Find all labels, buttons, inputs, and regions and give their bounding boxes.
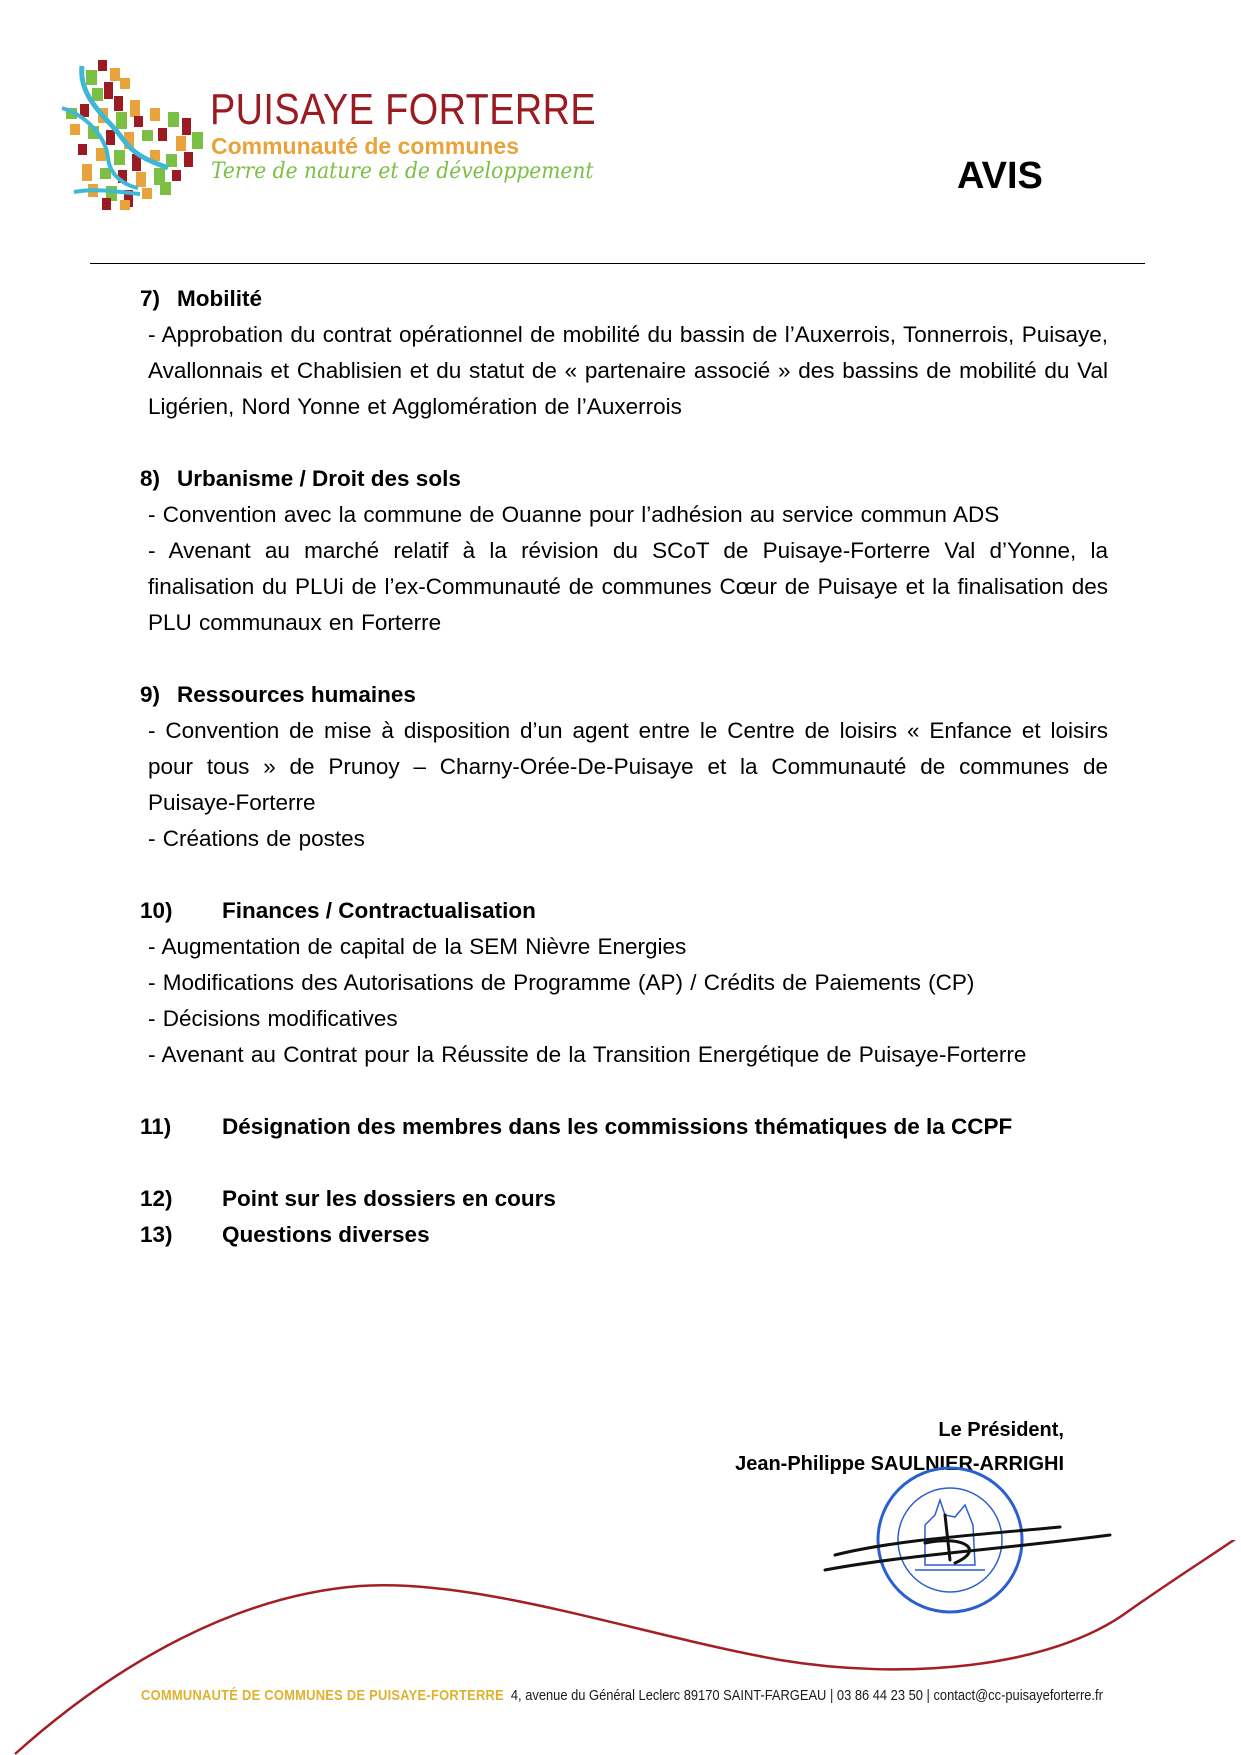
section-item: - Convention avec la commune de Ouanne pour l’adhésion au service commun ADS xyxy=(148,502,1000,527)
logo-tile xyxy=(106,130,115,145)
logo-tile xyxy=(98,60,107,71)
footer-contact xyxy=(141,1687,1103,1704)
logo-tile xyxy=(82,164,92,181)
logo-tile xyxy=(176,136,186,151)
section-number: 8) xyxy=(140,466,161,491)
logo-tile xyxy=(142,130,153,141)
logo-tile xyxy=(104,82,113,99)
section-title: Point sur les dossiers en cours xyxy=(222,1186,556,1211)
section-number: 9) xyxy=(140,682,161,707)
section-item: - Convention de mise à disposition d’un agent entre le Centre de loisirs « Enfance et loisirs pour tous » de Prunoy – Charny-Orée-De-Puisaye et la Communauté de communes de Puisaye-Forterre xyxy=(148,718,1108,815)
section-title: Finances / Contractualisation xyxy=(222,898,536,923)
logo-tile xyxy=(120,200,130,210)
section-item: - Avenant au Contrat pour la Réussite de la Transition Energétique de Puisaye-Forterre xyxy=(148,1042,1027,1067)
section-heading xyxy=(140,1217,1108,1253)
logo-tagline: Terre de nature et de développement xyxy=(211,159,594,184)
logo-tile xyxy=(110,68,120,81)
logo-tile xyxy=(70,124,80,135)
footer-wave xyxy=(0,1540,1241,1755)
logo-tile xyxy=(130,100,140,117)
logo-tile xyxy=(86,70,97,85)
signatory-name: Jean-Philippe SAULNIER-ARRIGHI xyxy=(735,1453,1064,1475)
section-item: - Avenant au marché relatif à la révision du SCoT de Puisaye-Forterre Val d’Yonne, la finalisation du PLUi de l’ex-Communauté de communes Cœur de Puisaye et la finalisation des PLU communaux en Forterre xyxy=(148,538,1108,635)
section-number: 13) xyxy=(140,1222,173,1247)
logo-tile xyxy=(182,118,191,135)
section-title: Mobilité xyxy=(177,286,262,311)
section-number: 12) xyxy=(140,1186,173,1211)
section-item: - Approbation du contrat opérationnel de mobilité du bassin de l’Auxerrois, Tonnerrois, Puisaye, Avallonnais et Chablisien et du statut de « partenaire associé » des bassins de mobilité du Val Ligérien, Nord Yonne et Agglomération de l’Auxerrois xyxy=(148,322,1108,419)
section-heading xyxy=(140,893,1108,929)
section-heading xyxy=(140,281,1108,317)
logo-tile xyxy=(192,132,203,149)
section-heading xyxy=(140,1109,1108,1145)
section-title: Urbanisme / Droit des sols xyxy=(177,466,461,491)
section-number: 11) xyxy=(140,1114,172,1139)
logo-tile xyxy=(92,88,103,101)
logo-title: PUISAYE FORTERRE xyxy=(210,85,597,134)
section-title: Désignation des membres dans les commissions thématiques de la CCPF xyxy=(222,1114,1013,1139)
logo-tile xyxy=(160,182,171,195)
logo-tile xyxy=(168,112,179,127)
logo-tile xyxy=(78,144,87,155)
logo-tile xyxy=(172,170,181,181)
document-type-heading: AVIS xyxy=(957,155,1043,197)
logo-tile xyxy=(136,172,146,187)
logo-tile xyxy=(134,116,143,127)
section-heading xyxy=(140,677,1108,713)
logo-tile xyxy=(150,108,160,121)
section-heading xyxy=(140,461,1108,497)
section-item: - Augmentation de capital de la SEM Nièvre Energies xyxy=(148,934,687,959)
section-item: - Créations de postes xyxy=(148,826,365,851)
section-number: 10) xyxy=(140,898,173,923)
logo-tile xyxy=(116,112,127,129)
section-title: Ressources humaines xyxy=(177,682,416,707)
section-heading xyxy=(140,1181,1108,1217)
section-item: - Modifications des Autorisations de Programme (AP) / Crédits de Paiements (CP) xyxy=(148,970,975,995)
header-divider xyxy=(90,263,1145,264)
footer-organization: COMMUNAUTÉ DE COMMUNES DE PUISAYE-FORTERRE xyxy=(141,1687,504,1704)
footer-address: 4, avenue du Général Leclerc 89170 SAINT-FARGEAU | 03 86 44 23 50 | contact@cc-puisayeforterre.fr xyxy=(510,1687,1103,1704)
section-item: - Décisions modificatives xyxy=(148,1006,398,1031)
logo-tile xyxy=(166,154,177,167)
logo-tile xyxy=(158,128,167,141)
logo-tile xyxy=(114,150,125,165)
signatory-role: Le Président, xyxy=(938,1419,1064,1441)
section-title: Questions diverses xyxy=(222,1222,430,1247)
logo-tile xyxy=(114,96,123,111)
logo-mosaic-icon xyxy=(58,58,208,210)
logo xyxy=(58,58,597,208)
section-number: 7) xyxy=(140,286,161,311)
logo-subtitle: Communauté de communes xyxy=(211,133,519,159)
logo-tile xyxy=(102,198,111,210)
logo-tile xyxy=(120,78,130,89)
logo-tile xyxy=(184,152,193,167)
logo-tile xyxy=(142,188,152,199)
agenda xyxy=(140,281,1108,1253)
